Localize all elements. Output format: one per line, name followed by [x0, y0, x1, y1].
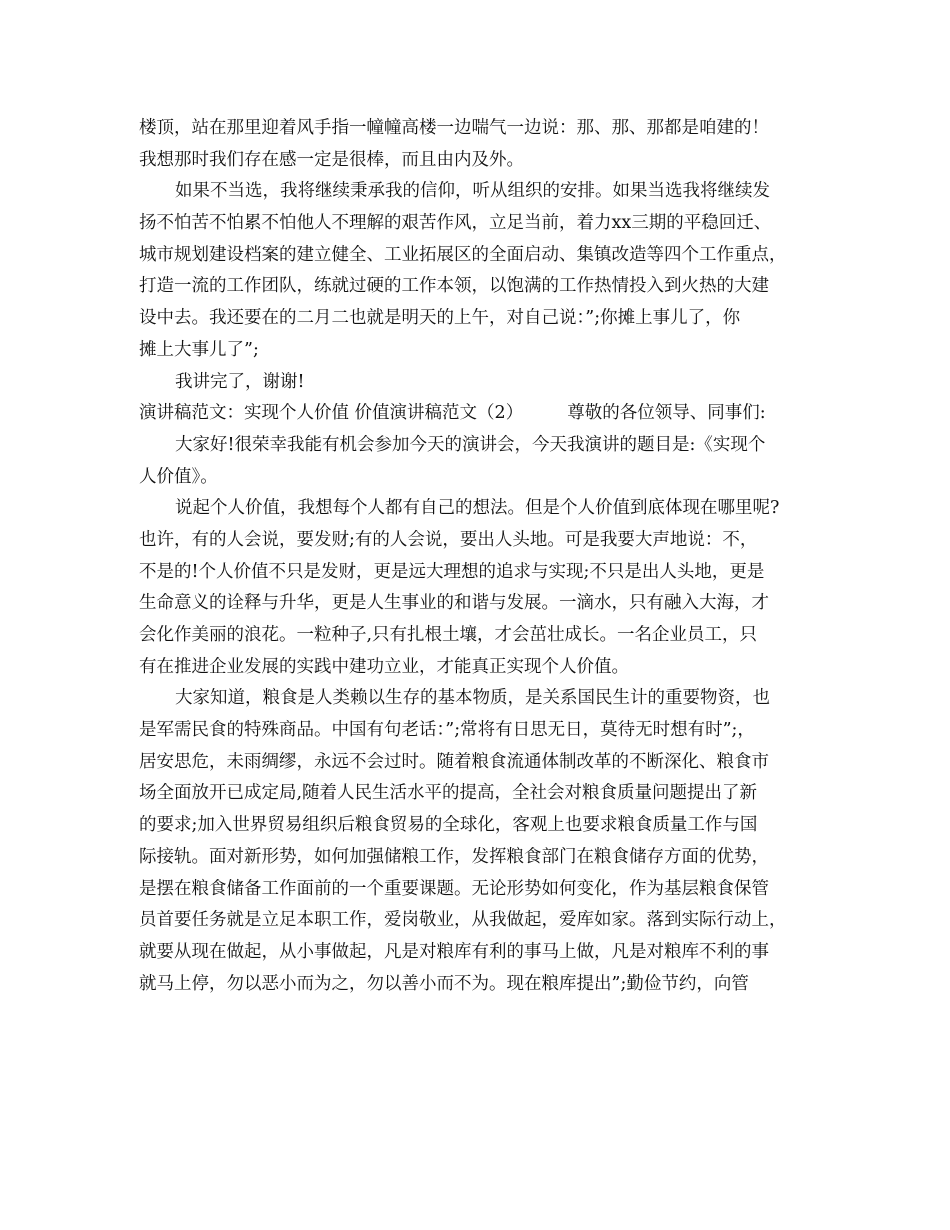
- text-line: 不是的!个人价值不只是发财，更是远大理想的追求与实现;不只是出人头地，更是: [139, 561, 765, 582]
- text-line: 大家知道，粮食是人类赖以生存的基本物质，是关系国民生计的重要物资，也: [175, 688, 770, 709]
- text-line: 楼顶，站在那里迎着风手指一幢幢高楼一边喘气一边说：那、那、那都是咱建的！: [139, 118, 769, 138]
- text-line: 摊上大事儿了”;: [139, 339, 259, 360]
- text-line: 会化作美丽的浪花。一粒种子,只有扎根土壤，才会茁壮成长。一名企业员工，只: [139, 625, 758, 645]
- text-line: 就要从现在做起，从小事做起，凡是对粮库有利的事马上做，凡是对粮库不利的事: [139, 941, 769, 962]
- text-line: 际接轨。面对新形势，如何加强储粮工作，发挥粮食部门在粮食储存方面的优势，: [139, 846, 769, 867]
- text-line: 也许，有的人会说，要发财;有的人会说，要出人头地。可是我要大声地说：不，: [139, 529, 758, 550]
- heading-title: 演讲稿范文：实现个人价值 价值演讲稿范文（2）: [139, 403, 524, 424]
- section-heading: [139, 398, 830, 430]
- text-line: 如果不当选，我将继续秉承我的信仰，听从组织的安排。如果当选我将继续发: [175, 181, 770, 202]
- text-line: 员首要任务就是立足本职工作，爱岗敬业，从我做起，爱库如家。落到实际行动上，: [139, 910, 787, 931]
- text-line: 生命意义的诠释与升华，更是人生事业的和谐与发展。一滴水，只有融入大海，才: [139, 593, 769, 614]
- heading-salutation: 尊敬的各位领导、同事们:: [567, 403, 766, 424]
- text-line: 是军需民食的特殊商品。中国有句老话：”;常将有日思无日，莫待无时想有时”;，: [139, 720, 755, 741]
- text-line: 我讲完了，谢谢!: [175, 371, 305, 392]
- text-line: 场全面放开已成定局,随着人民生活水平的提高，全社会对粮食质量问题提出了新: [139, 783, 758, 804]
- text-line: 就马上停，勿以恶小而为之，勿以善小而不为。现在粮库提出”;勤俭节约，向管: [139, 973, 749, 994]
- text-line: 我想那时我们存在感一定是很棒，而且由内及外。: [139, 149, 524, 170]
- text-line: 居安思危，未雨绸缪，永远不会过时。随着粮食流通体制改革的不断深化、粮食市: [139, 751, 769, 772]
- text-block-2: [139, 430, 830, 1000]
- text-line: 打造一流的工作团队，练就过硬的工作本领，以饱满的工作热情投入到火热的大建: [139, 276, 769, 297]
- text-line: 人价值》。: [139, 466, 218, 487]
- text-line: 扬不怕苦不怕累不怕他人不理解的艰苦作风，立足当前，着力xx三期的平稳回迁、: [139, 213, 772, 234]
- text-line: 说起个人价值，我想每个人都有自己的想法。但是个人价值到底体现在哪里呢?: [175, 498, 780, 519]
- text-line: 设中去。我还要在的二月二也就是明天的上午，对自己说：”;你摊上事儿了，你: [139, 308, 741, 329]
- text-line: 是摆在粮食储备工作面前的一个重要课题。无论形势如何变化，作为基层粮食保管: [139, 878, 769, 899]
- text-line: 有在推进企业发展的实践中建功立业，才能真正实现个人价值。: [139, 656, 629, 677]
- text-block-1: [139, 113, 830, 398]
- text-line: 城市规划建设档案的建立健全、工业拓展区的全面启动、集镇改造等四个工作重点，: [139, 244, 787, 265]
- text-line: 的要求;加入世界贸易组织后粮食贸易的全球化，客观上也要求粮食质量工作与国: [139, 815, 758, 836]
- text-line: 大家好!很荣幸我能有机会参加今天的演讲会，今天我演讲的题目是:《实现个: [175, 434, 766, 455]
